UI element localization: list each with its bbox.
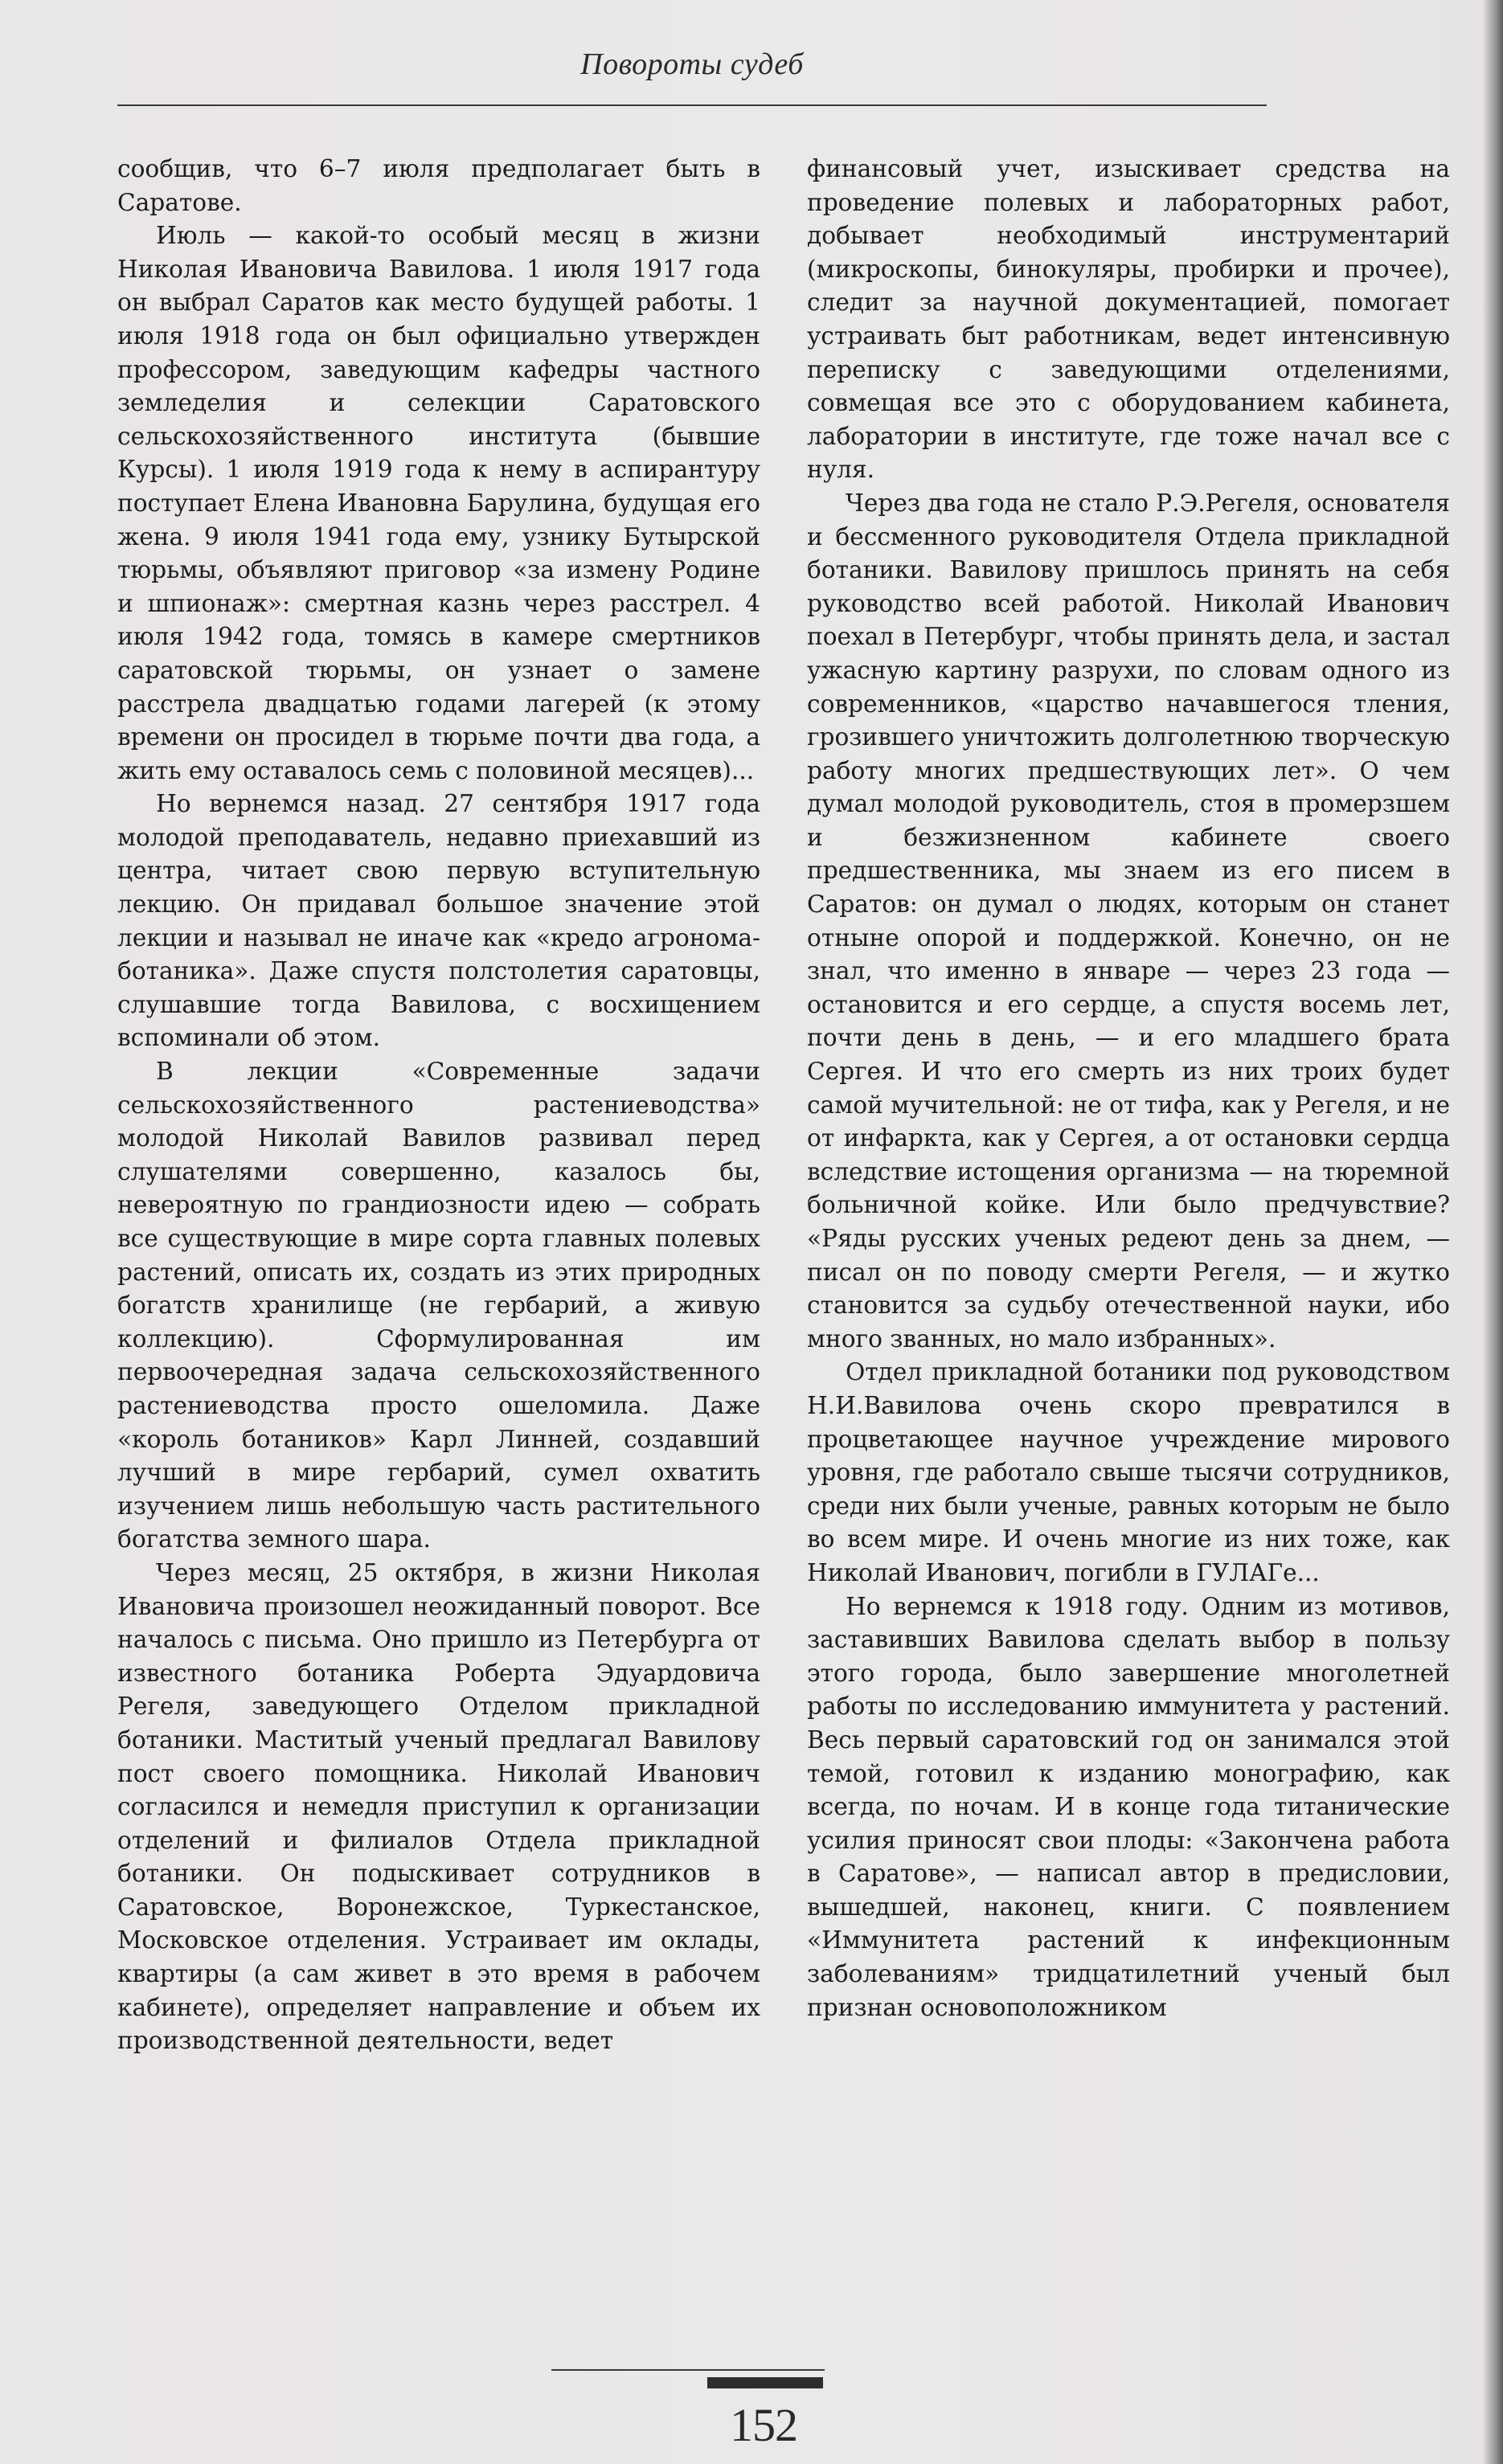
right-column bbox=[807, 153, 1450, 2250]
spine-shadow bbox=[1482, 0, 1503, 2464]
paragraph: Но вернемся назад. 27 сентября 1917 года молодой преподаватель, недавно приехавший из центра, читает свою первую вступительную лекцию. Он придавал большое значение этой лекции и называл не иначе как «кредо агронома-ботаника». Даже спустя полстолетия саратовцы, слушавшие тогда Вавилова, с восхищением вспоминали об этом. bbox=[117, 790, 760, 1052]
paragraph: сообщив, что 6–7 июля предполагает быть в Саратове. bbox=[117, 155, 760, 216]
page-number: 152 bbox=[730, 2399, 797, 2451]
paragraph: Но вернемся к 1918 году. Одним из мотивов, заставивших Вавилова сделать выбор в пользу этого города, было завершение многолетней работы по исследованию иммунитета у растений. Весь первый саратовский год он занимался этой темой, готовил к изданию монографию, как всегда, по ночам. И в конце года титанические усилия приносят свои плоды: «Закончена работа в Саратове», — написал автор в предисловии, вышедшей, наконец, книги. С появлением «Иммунитета растений к инфекционным заболеваниям» тридцатилетний ученый был признан основоположником bbox=[807, 1592, 1450, 2021]
paragraph: Июль — какой-то особый месяц в жизни Николая Ивановича Вавилова. 1 июля 1917 года он выбрал Саратов как место будущей работы. 1 июля 1918 года он был официально утвержден профессором, заведующим кафедры частного земледелия и селекции Саратовского сельскохозяйственного института (бывшие Курсы). 1 июля 1919 года к нему в аспирантуру поступает Елена Ивановна Барулина, будущая его жена. 9 июля 1941 года ему, узнику Бутырской тюрьмы, объявляют приговор «за измену Родине и шпионаж»: смертная казнь через расстрел. 4 июля 1942 года, томясь в камере смертников саратовской тюрьмы, он узнает о замене расстрела двадцатью годами лагерей (к этому времени он просидел в тюрьме почти два года, а жить ему оставалось семь с половиной месяцев)... bbox=[117, 222, 760, 784]
paragraph: Через два года не стало Р.Э.Регеля, основателя и бессменного руководителя Отдела прикладной ботаники. Вавилову пришлось принять на себя руководство всей работой. Николай Иванович поехал в Петербург, чтобы принять дела, и застал ужасную картину разрухи, по словам одного из современников, «царство начавшегося тления, грозившего уничтожить долголетнюю творческую работу многих предшествующих лет». О чем думал молодой руководитель, стоя в промерзшем и безжизненном кабинете своего предшественника, мы знаем из его писем в Саратов: он думал о людях, которым он станет отныне опорой и поддержкой. Конечно, он не знал, что именно в январе — через 23 года — остановится и его сердце, а спустя восемь лет, почти день в день, — и его младшего брата Сергея. И что его смерть из них троих будет самой мучительной: не от тифа, как у Регеля, и не от инфаркта, как у Сергея, а от остановки сердца вследствие истощения организма — на тюремной больничной койке. Или было предчувствие? «Ряды русских ученых редеют день за днем, — писал он по поводу смерти Регеля, — и жутко становится за судьбу отечественной науки, ибо много званных, но мало избранных». bbox=[807, 489, 1450, 1353]
footer-bar bbox=[707, 2377, 823, 2388]
paragraph: В лекции «Современные задачи сельскохозяйственного растениеводства» молодой Николай Вавилов развивал перед слушателями совершенно, казалось бы, невероятную по грандиозности идею — собрать все существующие в мире сорта главных полевых растений, описать их, создать из этих природных богатств хранилище (не гербарий, а живую коллекцию). Сформулированная им первоочередная задача сельскохозяйственного растениеводства просто ошеломила. Даже «король ботаников» Карл Линней, создавший лучший в мире гербарий, сумел охватить изучением лишь небольшую часть растительного богатства земного шара. bbox=[117, 1058, 760, 1553]
footer-rule bbox=[551, 2369, 825, 2371]
paragraph: финансовый учет, изыскивает средства на проведение полевых и лабораторных работ, добывает необходимый инструментарий (микроскопы, бинокуляры, пробирки и прочее), следит за научной документацией, помогает устраивать быт работникам, ведет интенсивную переписку с заведующими отделениями, совмещая все это с оборудованием кабинета, лаборатории в институте, где тоже начал все с нуля. bbox=[807, 155, 1450, 484]
paragraph: Отдел прикладной ботаники под руководством Н.И.Вавилова очень скоро превратился в процветающее научное учреждение мирового уровня, где работало свыше тысячи сотрудников, среди них были ученые, равных которым не было во всем мире. И очень многие из них тоже, как Николай Иванович, погибли в ГУЛАГе... bbox=[807, 1358, 1450, 1586]
running-head: Повороты судеб bbox=[580, 47, 804, 81]
left-column bbox=[117, 153, 760, 2250]
header-rule bbox=[117, 104, 1267, 106]
paragraph: Через месяц, 25 октября, в жизни Николая Ивановича произошел неожиданный поворот. Все началось с письма. Оно пришло из Петербурга от известного ботаника Роберта Эдуардовича Регеля, заведующего Отделом прикладной ботаники. Маститый ученый предлагал Вавилову пост своего помощника. Николай Иванович согласился и немедля приступил к организации отделений и филиалов Отдела прикладной ботаники. Он подыскивает сотрудников в Саратовское, Воронежское, Туркестанское, Московское отделения. Устраивает им оклады, квартиры (а сам живет в это время в рабочем кабинете), определяет направление и объем их производственной деятельности, ведет bbox=[117, 1558, 760, 2055]
